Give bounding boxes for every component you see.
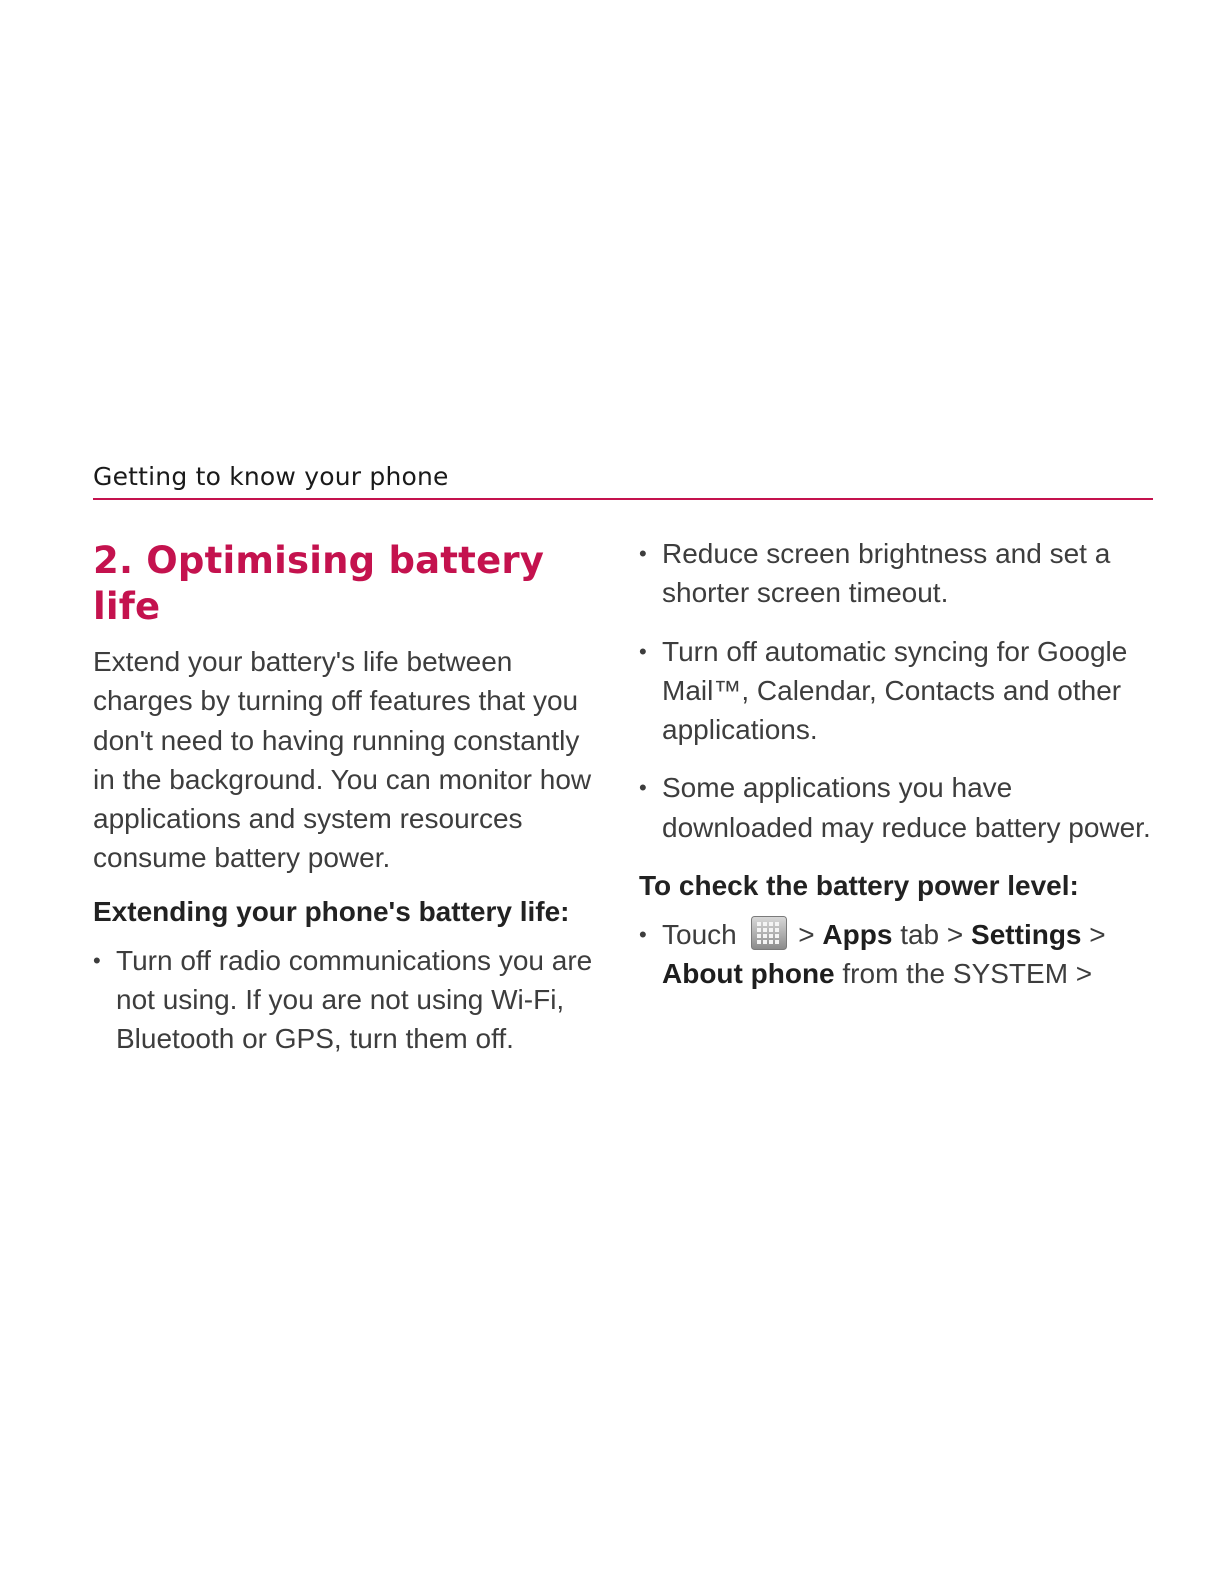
- list-item: [639, 534, 1154, 613]
- list-item: [639, 768, 1154, 847]
- bullet-icon: •: [639, 638, 647, 664]
- list-item-text: Some applications you have downloaded may reduce battery power.: [662, 772, 1151, 843]
- list-item-text: Reduce screen brightness and set a shorter screen timeout.: [662, 538, 1111, 609]
- list-item: [639, 915, 1154, 994]
- check-battery-subheading: To check the battery power level:: [639, 870, 1079, 902]
- right-column: [639, 530, 1154, 1013]
- list-item: [639, 632, 1154, 750]
- section-title: Getting to know your phone: [93, 462, 449, 491]
- list-item: [93, 941, 608, 1059]
- separator: >: [1089, 919, 1106, 951]
- settings-label: Settings: [971, 919, 1082, 951]
- separator: >: [798, 919, 815, 951]
- battery-tips-list: [639, 534, 1154, 847]
- bullet-icon: •: [639, 922, 647, 948]
- intro-paragraph: Extend your battery's life between charges by turning off features that you don't need to having running constantly in the background. You can monitor how applications and system resources consume battery power.: [93, 646, 592, 874]
- section-divider: [93, 498, 1153, 500]
- apps-grid-icon: [751, 916, 787, 950]
- page-heading: 2. Optimising battery life: [93, 539, 545, 628]
- list-item-text: Turn off radio communications you are not using. If you are not using Wi-Fi, Bluetooth or GPS, turn them off.: [116, 944, 593, 1055]
- touch-prefix: Touch: [662, 919, 737, 951]
- list-item-text: Turn off automatic syncing for Google Mail™, Calendar, Contacts and other applications.: [662, 635, 1128, 746]
- section-header: [93, 460, 1153, 500]
- left-column: [93, 530, 608, 1078]
- bullet-icon: •: [639, 775, 647, 801]
- tab-text: tab >: [900, 919, 964, 951]
- touch-suffix: from the SYSTEM >: [842, 958, 1093, 990]
- bullet-icon: •: [93, 947, 101, 973]
- about-phone-label: About phone: [662, 958, 835, 990]
- extending-battery-list: [93, 941, 608, 1059]
- apps-tab-label: Apps: [822, 919, 893, 951]
- bullet-icon: •: [639, 541, 647, 566]
- extending-battery-subheading: Extending your phone's battery life:: [93, 895, 570, 927]
- check-battery-steps: [639, 915, 1154, 994]
